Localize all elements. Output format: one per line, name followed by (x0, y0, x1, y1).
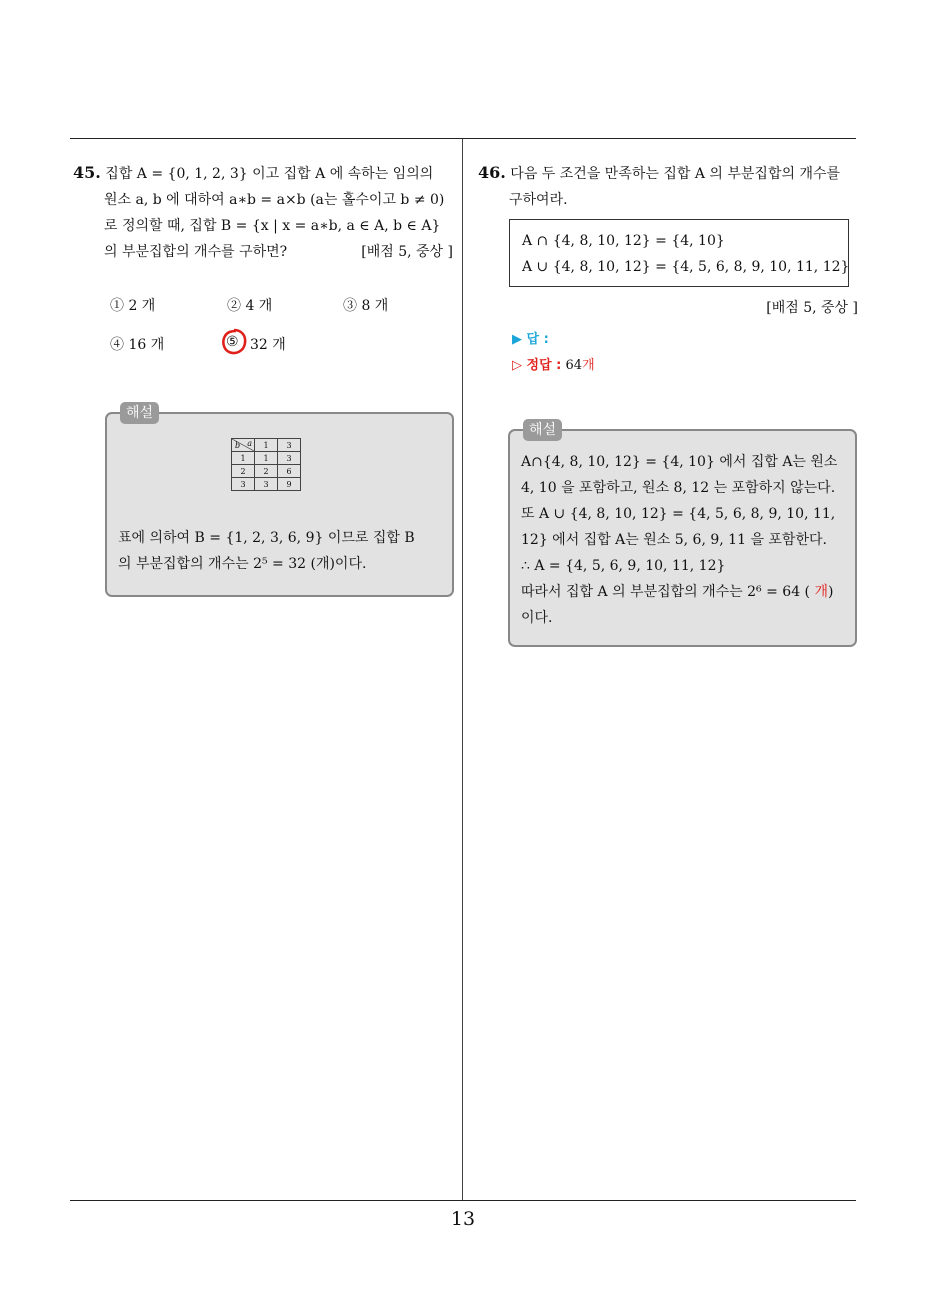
explanation-line: 또 A ∪ {4, 8, 10, 12} = {4, 5, 6, 8, 9, 10, 11, (521, 506, 836, 522)
table-header-cell: 3 (278, 439, 301, 452)
correct-unit: 개 (582, 358, 595, 373)
explanation-line (521, 579, 837, 605)
question-text-line: 구하여라. (509, 192, 568, 208)
question-number: 46. (478, 163, 506, 182)
question-text-line: 로 정의할 때, 집합 B = {x | x = a∗b, a ∈ A, b ∈ A} (104, 218, 441, 234)
question-text-line: 집합 A = {0, 1, 2, 3} 이고 집합 A 에 속하는 임의의 (105, 166, 434, 182)
page-number: 13 (450, 1208, 476, 1230)
conditions-box (509, 219, 849, 287)
choice-4[interactable]: ④ 16 개 (110, 337, 165, 353)
explanation-line: 표에 의하여 B = {1, 2, 3, 6, 9} 이므로 집합 B (118, 530, 415, 546)
table-row-header: 2 (232, 465, 255, 478)
table-cell: 6 (278, 465, 301, 478)
score-meta-46: [배점 5, 중상 ] (766, 300, 858, 316)
table-cell: 3 (278, 452, 301, 465)
corner-top-label: a (247, 439, 252, 448)
table-cell: 3 (255, 478, 278, 491)
correct-value: 64 (565, 358, 583, 373)
explanation-tab: 해설 (120, 402, 159, 424)
choice-2[interactable]: ② 4 개 (227, 298, 273, 314)
table-cell: 2 (255, 465, 278, 478)
explanation-line: 12} 에서 집합 A는 원소 5, 6, 9, 11 을 포함한다. (521, 532, 827, 548)
operation-table (231, 438, 301, 491)
choice-5-label[interactable]: 32 개 (250, 337, 286, 353)
choice-5-marker[interactable]: ⑤ (226, 334, 239, 350)
top-rule (70, 138, 856, 139)
explanation-line: A∩{4, 8, 10, 12} = {4, 10} 에서 집합 A는 원소 (521, 454, 838, 470)
explanation-unit: 개 (810, 584, 829, 600)
explanation-line: 의 부분집합의 개수는 2⁵ = 32 (개)이다. (118, 556, 367, 572)
explanation-tab: 해설 (523, 419, 562, 441)
correct-label: ▷ 정답 : (512, 358, 562, 373)
corner-bottom-label: b (235, 441, 241, 450)
selected-circle-icon (219, 327, 249, 357)
score-meta: [배점 5, 중상 ] (361, 244, 453, 260)
condition-line: A ∩ {4, 8, 10, 12} = {4, 10} (522, 233, 725, 249)
explanation-line: 이다. (521, 610, 553, 626)
choice-3[interactable]: ③ 8 개 (343, 298, 389, 314)
column-divider (462, 139, 463, 1201)
explanation-45-text (118, 525, 415, 577)
bottom-rule (70, 1200, 856, 1201)
explanation-line-prefix: 따라서 집합 A 의 부분집합의 개수는 2⁶ = 64 ( (521, 584, 811, 600)
explanation-line: 4, 10 을 포함하고, 원소 8, 12 는 포함하지 않는다. (521, 480, 836, 496)
answer-label: ▶ 답 : (512, 332, 549, 347)
table-cell: 1 (255, 452, 278, 465)
choice-1[interactable]: ① 2 개 (110, 298, 156, 314)
question-text-line: 다음 두 조건을 만족하는 집합 A 의 부분집합의 개수를 (510, 166, 841, 182)
correct-answer (512, 354, 595, 373)
explanation-46-text (521, 449, 837, 631)
table-row-header: 1 (232, 452, 255, 465)
question-46 (478, 160, 863, 213)
table-row-header: 3 (232, 478, 255, 491)
table-corner (232, 439, 255, 452)
explanation-line-suffix: ) (828, 584, 834, 600)
question-text-line: 의 부분집합의 개수를 구하면? (104, 244, 288, 260)
question-45 (73, 160, 458, 265)
question-number: 45. (73, 163, 101, 182)
table-cell: 9 (278, 478, 301, 491)
question-text-line: 원소 a, b 에 대하여 a∗b = a×b (a는 홀수이고 b ≠ 0) (104, 192, 445, 208)
explanation-line: ∴ A = {4, 5, 6, 9, 10, 11, 12} (521, 558, 726, 574)
condition-line: A ∪ {4, 8, 10, 12} = {4, 5, 6, 8, 9, 10, 11, 12} (522, 259, 850, 275)
table-header-cell: 1 (255, 439, 278, 452)
